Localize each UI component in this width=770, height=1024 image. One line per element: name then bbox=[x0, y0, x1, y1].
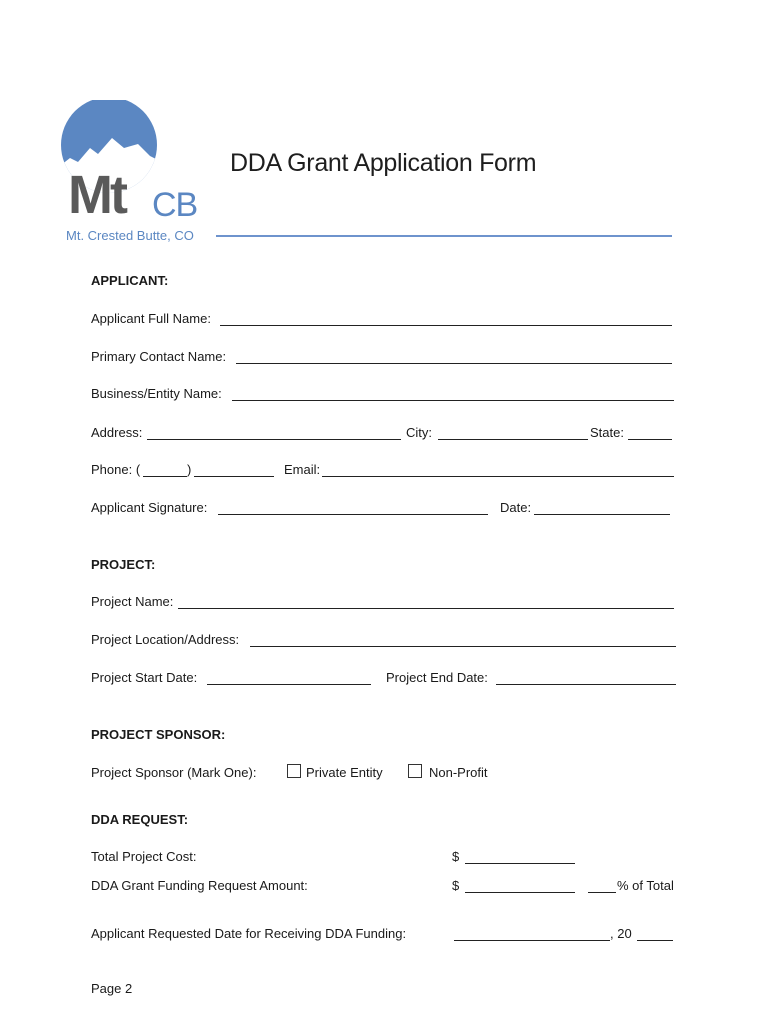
page-title: DDA Grant Application Form bbox=[230, 149, 537, 177]
date-label: Date: bbox=[500, 500, 532, 515]
address-field[interactable] bbox=[147, 439, 401, 440]
request-heading: DDA REQUEST: bbox=[91, 812, 189, 827]
total-cost-field[interactable] bbox=[465, 863, 575, 864]
city-field[interactable] bbox=[438, 439, 588, 440]
email-field[interactable] bbox=[322, 476, 674, 477]
phone-label: Phone: ( bbox=[91, 462, 141, 477]
title-rule bbox=[216, 235, 672, 237]
business-name-label: Business/Entity Name: bbox=[91, 386, 222, 401]
non-profit-checkbox[interactable] bbox=[408, 764, 422, 778]
total-cost-label: Total Project Cost: bbox=[91, 849, 197, 864]
logo-wordmark-sub: CB bbox=[152, 186, 198, 224]
city-label: City: bbox=[406, 425, 432, 440]
logo-tagline: Mt. Crested Butte, CO bbox=[66, 228, 194, 243]
signature-label: Applicant Signature: bbox=[91, 500, 208, 515]
state-field[interactable] bbox=[628, 439, 672, 440]
business-name-field[interactable] bbox=[232, 400, 674, 401]
project-name-label: Project Name: bbox=[91, 594, 174, 609]
project-end-field[interactable] bbox=[496, 684, 676, 685]
email-label: Email: bbox=[284, 462, 321, 477]
signature-field[interactable] bbox=[218, 514, 488, 515]
contact-name-label: Primary Contact Name: bbox=[91, 349, 227, 364]
project-heading: PROJECT: bbox=[91, 557, 156, 572]
phone-area-code-field[interactable] bbox=[143, 476, 187, 477]
sponsor-mark-label: Project Sponsor (Mark One): bbox=[91, 765, 257, 780]
private-entity-checkbox[interactable] bbox=[287, 764, 301, 778]
full-name-label: Applicant Full Name: bbox=[91, 311, 211, 326]
project-location-field[interactable] bbox=[250, 646, 676, 647]
project-start-label: Project Start Date: bbox=[91, 670, 198, 685]
request-amount-currency: $ bbox=[452, 878, 460, 893]
project-start-field[interactable] bbox=[207, 684, 371, 685]
percent-label: % of Total bbox=[617, 878, 674, 893]
project-name-field[interactable] bbox=[178, 608, 674, 609]
total-cost-currency: $ bbox=[452, 849, 460, 864]
funding-date-field[interactable] bbox=[454, 940, 610, 941]
contact-name-field[interactable] bbox=[236, 363, 672, 364]
phone-paren: ) bbox=[187, 462, 192, 477]
phone-number-field[interactable] bbox=[194, 476, 274, 477]
project-location-label: Project Location/Address: bbox=[91, 632, 240, 647]
logo-wordmark: Mt bbox=[68, 165, 125, 225]
state-label: State: bbox=[590, 425, 624, 440]
request-amount-field[interactable] bbox=[465, 892, 575, 893]
full-name-field[interactable] bbox=[220, 325, 672, 326]
funding-year-field[interactable] bbox=[637, 940, 673, 941]
applicant-heading: APPLICANT: bbox=[91, 273, 169, 288]
funding-date-label: Applicant Requested Date for Receiving DDA Funding: bbox=[91, 926, 407, 941]
percent-field[interactable] bbox=[588, 892, 616, 893]
logo bbox=[52, 100, 217, 246]
funding-year-prefix: , 20 bbox=[610, 926, 632, 941]
date-field[interactable] bbox=[534, 514, 670, 515]
request-amount-label: DDA Grant Funding Request Amount: bbox=[91, 878, 308, 893]
sponsor-heading: PROJECT SPONSOR: bbox=[91, 727, 226, 742]
project-end-label: Project End Date: bbox=[386, 670, 488, 685]
page-number: Page 2 bbox=[91, 981, 133, 996]
non-profit-label: Non-Profit bbox=[429, 765, 488, 780]
private-entity-label: Private Entity bbox=[306, 765, 383, 780]
address-label: Address: bbox=[91, 425, 143, 440]
